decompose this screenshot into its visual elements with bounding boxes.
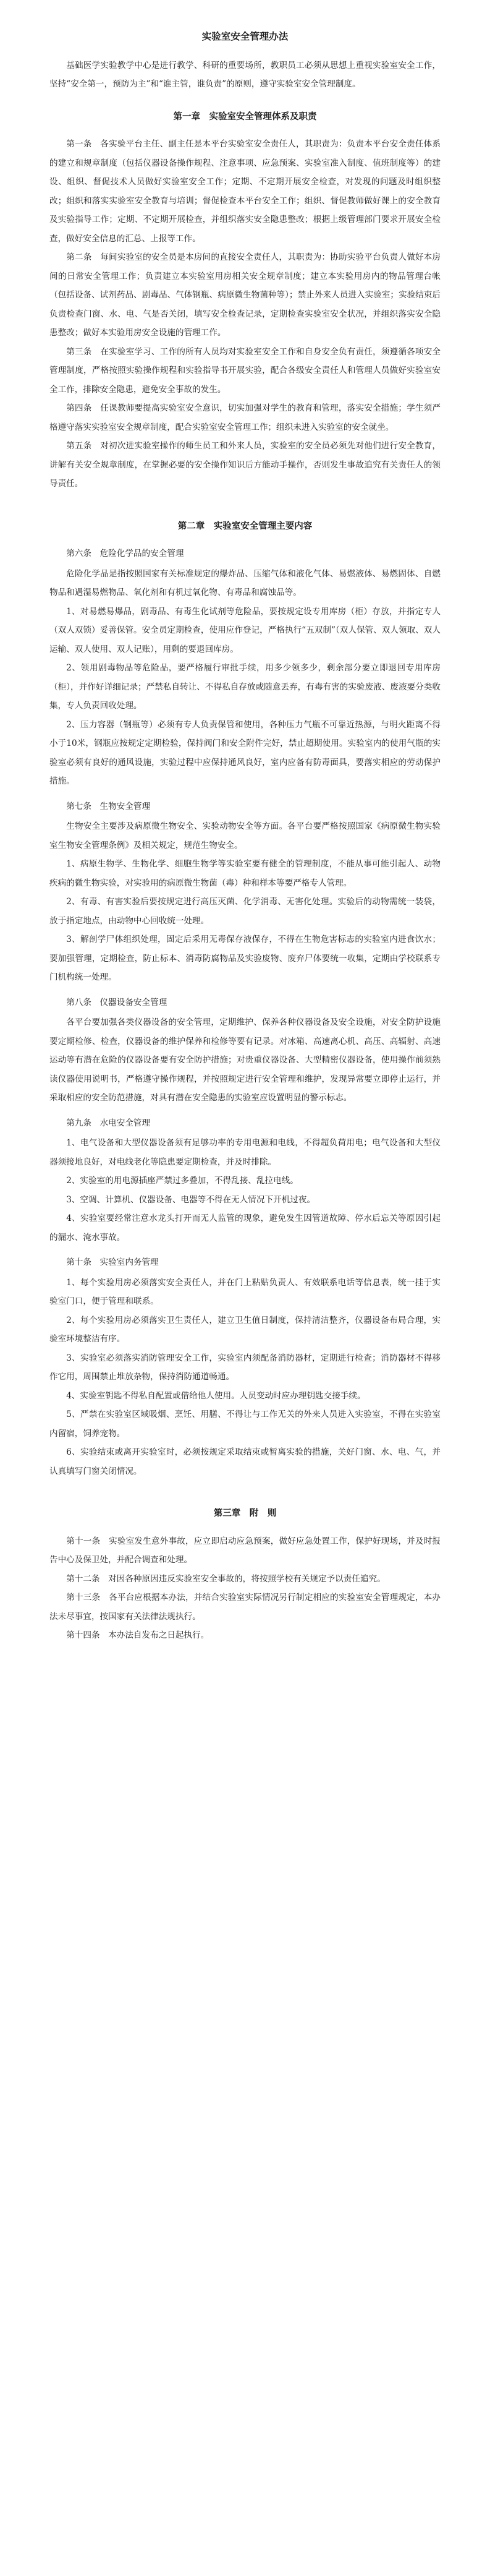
article-6-intro: 危险化学品是指按照国家有关标准规定的爆炸品、压缩气体和液化气体、易燃液体、易燃固体、自燃物品和遇湿易燃物品、氧化剂和有机过氧化物、有毒品和腐蚀品等。 [49, 568, 441, 597]
chapter-1-title: 第一章 实验室安全管理体系及职责 [173, 111, 317, 122]
article-10-item: 4、实验室钥匙不得私自配置或借给他人使用。人员变动时应办理钥匙交接手续。 [66, 1390, 366, 1401]
article-7-intro: 生物安全主要涉及病原微生物安全、实验动物安全等方面。各平台要严格按照国家《病原微生物实验室生物安全管理条例》及相关规定，规范生物安全。 [49, 821, 441, 850]
article-10-item: 6、实验结束或离开实验室时，必须按规定采取结束或暂离实验的措施，关好门窗、水、电、气，并认真填写门窗关闭情况。 [49, 1447, 441, 1476]
article-6-title: 第六条 危险化学品的安全管理 [66, 549, 184, 558]
chapter-2-title: 第二章 实验室安全管理主要内容 [177, 520, 313, 531]
article-8-text: 各平台要加强各类仪器设备的安全管理，定期维护、保养各种仪器设备及安全设施，对安全防护设施要定期检修、检查，仪器设备的维护保养和检修等要有记录。对冰箱、高速离心机、高压、高辐射、高速运动等有潜在危险的仪器设备要有安全防护措施；对贵重仪器设备、大型精密仪器设备，使用操作前须熟读仪器使用说明书，严格遵守操作规程，并按照规定进行安全管理和维护，发现异常要立即停止运行，并采取相应的安全防范措施，对具有潜在安全隐患的实验室应设置明显的警示标志。 [49, 1017, 441, 1103]
article-14: 第十四条 本办法自发布之日起执行。 [66, 1630, 209, 1640]
section-gap [49, 1481, 441, 1491]
article-10-item: 1、每个实验用房必须落实安全责任人，并在门上粘贴负责人、有效联系电话等信息表，统一挂于实验室门口，便于管理和联系。 [49, 1277, 441, 1306]
article-6-item: 2、领用剧毒物品等危险品，要严格履行审批手续，用多少领多少，剩余部分要立即退回专用库房（柜），并作好详细记录；严禁私自转让、不得私自存放或随意丢弃，有毒有害的实验废液、废液要分类收集，专人负责回收处理。 [49, 663, 441, 711]
article-9-item: 2、实验室的用电源插座严禁过多叠加，不得乱接、乱拉电线。 [66, 1176, 298, 1186]
article-5: 第五条 对初次进实验室操作的师生员工和外来人员，实验室的安全员必须先对他们进行安全教育，讲解有关安全规章制度，在掌握必要的安全操作知识后方能动手操作，否则发生事故追究有关责任人的领导责任。 [49, 441, 441, 489]
article-4: 第四条 任课教师要提高实验室安全意识，切实加强对学生的教育和管理，落实安全措施；学生须严格遵守落实实验室安全规章制度，配合实验室安全管理工作；组织未进入实验室的安全就坐。 [49, 403, 441, 432]
article-10-title: 第十条 实验室内务管理 [66, 1257, 159, 1267]
intro-paragraph: 基础医学实验教学中心是进行教学、科研的重要场所，教职员工必须从思想上重视实验室安全工作，坚持“安全第一，预防为主”和“谁主管，谁负责”的原则，遵守实验室安全管理制度。 [49, 60, 441, 89]
article-9-item: 4、实验室要经常注意水龙头打开而无人监管的现象，避免发生因管道故障、停水后忘关等原因引起的漏水、淹水事故。 [49, 1213, 441, 1243]
article-7-title: 第七条 生物安全管理 [66, 801, 151, 811]
article-7-item: 2、有毒、有害实验后要按规定进行高压灭菌、化学消毒、无害化处理。实验后的动物需统一装袋，放于指定地点，由动物中心回收统一处理。 [49, 897, 441, 926]
article-9-item: 1、电气设备和大型仪器设备须有足够功率的专用电源和电线，不得超负荷用电；电气设备和大型仪器须接地良好，对电线老化等隐患要定期检查，并及时排除。 [49, 1138, 441, 1167]
article-13: 第十三条 各平台应根据本办法，并结合实验室实际情况另行制定相应的实验室安全管理规定，本办法未尽事宜，按国家有关法律法规执行。 [49, 1593, 441, 1622]
article-1: 第一条 各实验平台主任、副主任是本平台实验室安全责任人，其职责为：负责本平台安全责任体系的建立和规章制度（包括仪器设备操作规程、注意事项、应急预案、实验室准入制度、值班制度等）的建设、组织、督促技术人员做好实验室安全工作；定期、不定期开展安全检查，对发现的问题及时组织整改；组织和落实实验室安全教育与培训；督促检查本平台安全工作；组织、督促教师做好课上的安全教育及实验指导工作；定期、不定期开展检查，并组织落实安全隐患整改；根据上级管理部门要求开展安全检查，做好安全信息的汇总、上报等工作。 [49, 139, 441, 244]
section-gap [49, 494, 441, 503]
article-9-title: 第九条 水电安全管理 [66, 1118, 151, 1128]
article-6-item: 2、压力容器（钢瓶等）必须有专人负责保管和使用，各种压力气瓶不可靠近热源，与明火距离不得小于10米，钢瓶应按规定定期检验，保持阀门和安全附件完好，禁止超期使用。实验室内的使用气瓶的实验室必须有良好的通风设施，实验过程中应保持通风良好，室内应备有防毒面具，要落实相应的劳动保护措施。 [49, 719, 441, 786]
article-7-item: 3、解剖学尸体组织处理，固定后采用无毒保存液保存，不得在生物危害标志的实验室内进食饮水；要加强管理，定期检查，防止标本、消毒防腐物品及实验废物、废弃尸体要统一收集，定期由学校联系专门机构统一处理。 [49, 935, 441, 982]
article-3: 第三条 在实验室学习、工作的所有人员均对实验室安全工作和自身安全负有责任，须遵循各项安全管理制度，严格按照实验操作规程和实验指导书开展实验，配合各级安全责任人和管理人员做好实验室安全工作，排除安全隐患，避免安全事故的发生。 [49, 346, 441, 395]
article-12: 第十二条 对因各种原因违反实验室安全事故的，将按照学校有关规定予以责任追究。 [66, 1573, 386, 1584]
article-11: 第十一条 实验室发生意外事故，应立即启动应急预案，做好应急处置工作，保护好现场，并及时报告中心及保卫处，并配合调查和处理。 [49, 1536, 441, 1565]
article-2: 第二条 每间实验室的安全员是本房间的直接安全责任人，其职责为：协助实验平台负责人做好本房间的日常安全管理工作；负责建立本实验室用房相关安全规章制度；建立本实验用房内的物品管理台帐（包括设备、试剂药品、剧毒品、气体钢瓶、病原微生物菌种等）；禁止外来人员进入实验室；实验结束后负责检查门窗、水、电、气是否关闭，填写安全检查记录，定期检查实验室安全状况，并组织落实安全隐患整改；做好本实验用房安全设施的管理工作。 [49, 252, 441, 338]
article-6-item: 1、对易燃易爆品，剧毒品、有毒生化试剂等危险品，要按规定设专用库房（柜）存放，并指定专人（双人双锁）妥善保管。安全员定期检查，使用应作登记，严格执行“五双制”（双人保管、双人领取、双人运输、双人使用、双人记账），用剩的要退回库房。 [49, 606, 441, 654]
article-8-title: 第八条 仪器设备安全管理 [66, 997, 167, 1008]
article-10-item: 3、实验室必须落实消防管理安全工作，实验室内须配备消防器材，定期进行检查；消防器材不得移作它用，周围禁止堆放杂物，保持消防通道畅通。 [49, 1353, 441, 1382]
article-10-item: 5、严禁在实验室区域吸烟、烹饪、用膳、不得让与工作无关的外来人员进入实验室，不得在实验室内留宿，饲养宠物。 [49, 1410, 441, 1439]
document-title: 实验室安全管理办法 [201, 30, 289, 42]
article-7-item: 1、病原生物学、生物化学、细胞生物学等实验室要有健全的管理制度，不能从事可能引起人、动物疾病的微生物实验，对实验用的病原微生物菌（毒）种和样本等要严格专人管理。 [49, 859, 441, 888]
article-10-item: 2、每个实验用房必须落实卫生责任人，建立卫生值日制度，保持清洁整齐，仪器设备布局合理，实验室环境整洁有序。 [49, 1315, 441, 1344]
chapter-3-title: 第三章 附 则 [213, 1508, 277, 1518]
article-9-item: 3、空调、计算机、仪器设备、电器等不得在无人情况下开机过夜。 [66, 1194, 316, 1205]
